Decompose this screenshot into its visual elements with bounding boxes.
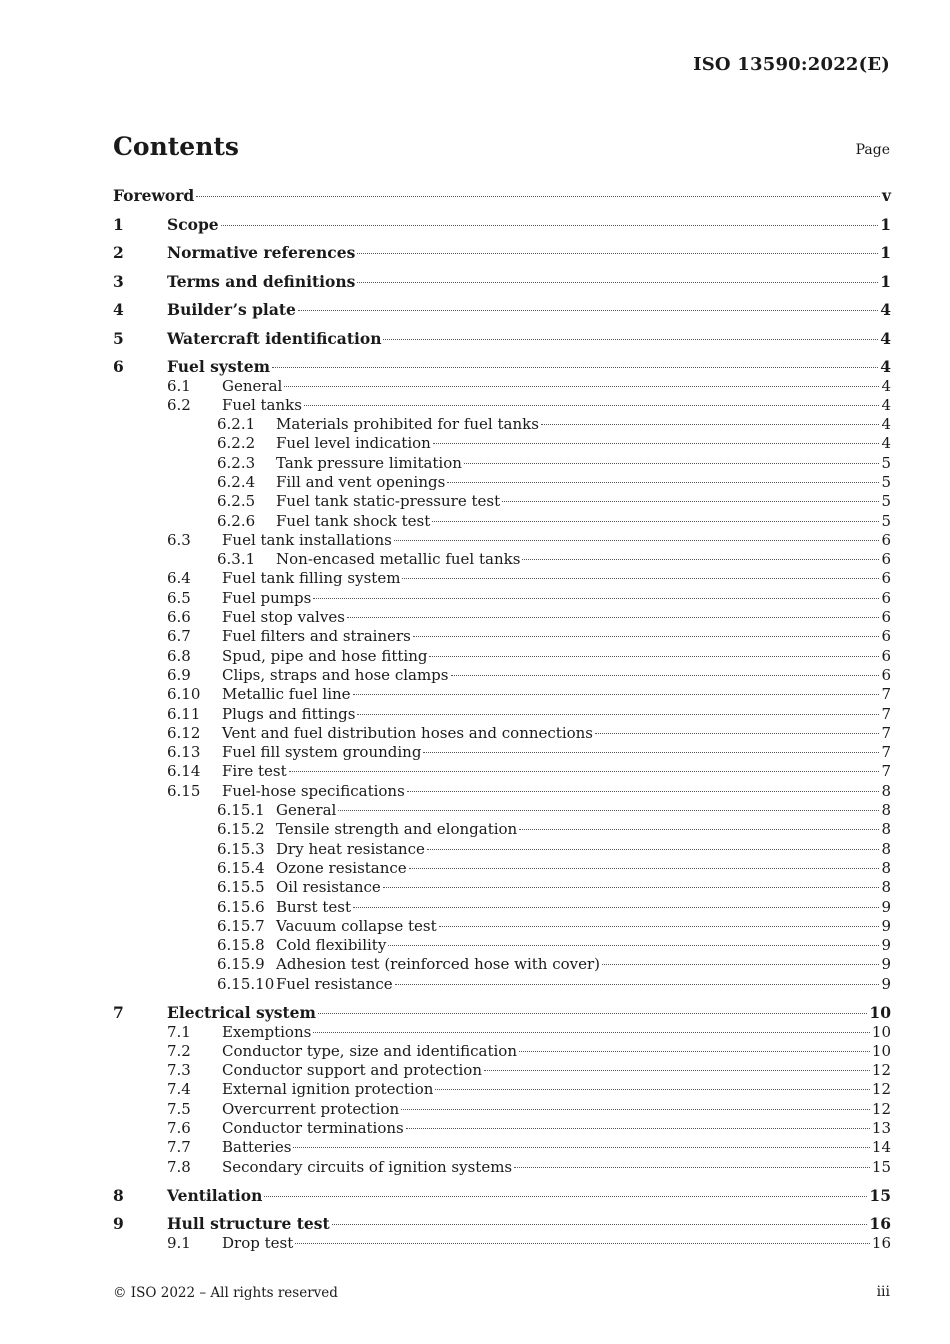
toc-entry-title[interactable]: Fuel tanks <box>222 395 302 414</box>
toc-entry-number: 7.5 <box>167 1099 191 1118</box>
toc-entry[interactable] <box>113 936 891 955</box>
toc-entry-page: 5 <box>881 492 891 511</box>
toc-entry-page: v <box>881 186 891 205</box>
toc-entry-page: 16 <box>869 1214 891 1234</box>
toc-entry-title[interactable]: Fuel-hose specifications <box>222 781 405 800</box>
toc-entry[interactable] <box>113 243 891 263</box>
dot-leader <box>284 386 879 387</box>
toc-entry-number: 6.4 <box>167 569 191 588</box>
toc-entry[interactable] <box>113 1214 891 1234</box>
dot-leader <box>447 482 879 483</box>
toc-entry-title[interactable]: Fuel filters and strainers <box>222 627 411 646</box>
toc-entry-page: 8 <box>881 839 891 858</box>
toc-entry[interactable] <box>113 705 891 724</box>
toc-entry-page: 9 <box>881 936 891 955</box>
toc-entry[interactable] <box>113 685 891 704</box>
toc-entry[interactable] <box>113 647 891 666</box>
toc-entry-title[interactable]: Fuel system <box>167 357 271 376</box>
toc-entry[interactable] <box>113 1061 891 1080</box>
toc-entry-page: 16 <box>871 1233 891 1252</box>
toc-entry-title[interactable]: Watercraft identification <box>167 328 382 348</box>
toc-entry-title[interactable]: Oil resistance <box>276 878 381 897</box>
toc-entry-title[interactable]: Metallic fuel line <box>222 685 351 704</box>
toc-entry-title[interactable]: Dry heat resistance <box>276 839 425 858</box>
toc-entry-number: 6.2.6 <box>217 511 256 530</box>
toc-entry-number: 5 <box>113 328 124 348</box>
toc-entry-title[interactable]: Fuel stop valves <box>222 608 345 627</box>
toc-entry[interactable] <box>113 820 891 839</box>
dot-leader <box>514 1167 870 1168</box>
toc-entry[interactable] <box>113 917 891 936</box>
toc-entry-title[interactable]: Vent and fuel distribution hoses and connections <box>222 723 594 742</box>
dot-leader <box>519 1051 870 1052</box>
toc-entry[interactable] <box>113 724 891 743</box>
toc-entry-number: 1 <box>113 214 124 234</box>
toc-entry-title[interactable]: Exemptions <box>222 1022 312 1041</box>
dot-leader <box>413 636 880 637</box>
toc-entry-title[interactable]: Cold flexibility <box>276 936 387 955</box>
toc-entry-title[interactable]: Fuel level indication <box>276 434 431 453</box>
toc-entry-page: 1 <box>880 243 891 262</box>
dot-leader <box>433 443 880 444</box>
toc-entry-number: 7.8 <box>167 1157 191 1176</box>
toc-entry-title[interactable]: Non-encased metallic fuel tanks <box>276 550 521 569</box>
toc-entry[interactable] <box>113 492 891 511</box>
toc-entry[interactable] <box>113 300 891 320</box>
toc-entry-page: 6 <box>881 530 891 549</box>
table-of-contents <box>113 186 891 1253</box>
toc-entry-page: 15 <box>871 1157 891 1176</box>
dot-leader <box>347 617 880 618</box>
toc-entry-page: 8 <box>881 801 891 820</box>
dot-leader <box>318 1013 868 1014</box>
dot-leader <box>407 791 880 792</box>
toc-entry-title[interactable]: Conductor type, size and identification <box>222 1041 517 1060</box>
toc-entry-title[interactable]: Hull structure test <box>167 1214 330 1234</box>
toc-entry[interactable] <box>113 898 891 917</box>
toc-entry-title[interactable]: Fire test <box>222 762 287 781</box>
toc-entry-title[interactable]: Spud, pipe and hose fitting <box>222 646 428 665</box>
toc-entry[interactable] <box>113 1042 891 1061</box>
toc-entry[interactable] <box>113 357 891 377</box>
dot-leader <box>338 810 879 811</box>
toc-entry-title[interactable]: Materials prohibited for fuel tanks <box>276 415 539 434</box>
toc-entry[interactable] <box>113 801 891 820</box>
toc-entry-number: 6.15.8 <box>217 936 265 955</box>
dot-leader <box>451 675 880 676</box>
toc-entry[interactable] <box>113 840 891 859</box>
toc-entry-title[interactable]: Burst test <box>276 897 351 916</box>
toc-entry-number: 6.7 <box>167 627 191 646</box>
toc-entry-page: 9 <box>881 974 891 993</box>
toc-entry[interactable] <box>113 1023 891 1042</box>
toc-entry-number: 7.4 <box>167 1080 191 1099</box>
toc-entry-title[interactable]: Overcurrent protection <box>222 1099 400 1118</box>
toc-entry-page: 6 <box>881 608 891 627</box>
toc-entry-title[interactable]: Adhesion test (reinforced hose with cover) <box>276 955 601 974</box>
toc-entry-page: 4 <box>881 415 891 434</box>
toc-entry[interactable] <box>113 1119 891 1138</box>
toc-entry-page: 4 <box>881 376 891 395</box>
dot-leader <box>401 1109 870 1110</box>
toc-entry-title[interactable]: Fuel tank static-pressure test <box>276 492 501 511</box>
toc-entry[interactable] <box>113 955 891 974</box>
toc-entry-page: 4 <box>881 434 891 453</box>
toc-entry-number: 6.11 <box>167 704 201 723</box>
dot-leader <box>394 540 880 541</box>
toc-entry-page: 8 <box>881 781 891 800</box>
toc-entry-title[interactable]: Batteries <box>222 1138 292 1157</box>
toc-entry-title[interactable]: Tensile strength and elongation <box>276 820 518 839</box>
toc-entry[interactable] <box>113 878 891 897</box>
dot-leader <box>429 656 879 657</box>
toc-entry-title[interactable]: Fuel pumps <box>222 588 312 607</box>
toc-entry-page: 10 <box>869 1003 891 1022</box>
toc-entry-title[interactable]: Fuel resistance <box>276 974 393 993</box>
dot-leader <box>295 1243 870 1244</box>
toc-entry-number: 6.15.6 <box>217 897 265 916</box>
dot-leader <box>357 253 878 254</box>
toc-entry[interactable] <box>113 1186 891 1206</box>
toc-entry-page: 6 <box>881 665 891 684</box>
toc-entry-title[interactable]: Foreword <box>113 186 195 205</box>
dot-leader <box>595 733 879 734</box>
toc-entry-title[interactable]: Drop test <box>222 1233 294 1252</box>
toc-entry-title[interactable]: Scope <box>167 214 219 234</box>
toc-entry-number: 7.1 <box>167 1022 191 1041</box>
toc-entry[interactable] <box>113 762 891 781</box>
toc-entry-number: 3 <box>113 271 124 291</box>
dot-leader <box>602 964 879 965</box>
toc-entry-title[interactable]: Terms and definitions <box>167 271 356 291</box>
toc-entry[interactable] <box>113 473 891 492</box>
dot-leader <box>298 310 878 311</box>
toc-entry-number: 6.2.2 <box>217 434 256 453</box>
toc-entry-page: 9 <box>881 955 891 974</box>
toc-entry-number: 6 <box>113 357 124 376</box>
dot-leader <box>221 225 879 226</box>
dot-leader <box>264 1196 867 1197</box>
toc-entry-title[interactable]: Fuel tank shock test <box>276 511 431 530</box>
toc-entry-number: 6.15.7 <box>217 916 265 935</box>
toc-entry[interactable] <box>113 1100 891 1119</box>
toc-entry[interactable] <box>113 743 891 762</box>
toc-entry-number: 6.1 <box>167 376 191 395</box>
toc-entry[interactable] <box>113 434 891 453</box>
toc-entry-title[interactable]: Secondary circuits of ignition systems <box>222 1157 513 1176</box>
toc-entry[interactable] <box>113 608 891 627</box>
toc-entry[interactable] <box>113 782 891 801</box>
toc-entry-title[interactable]: Plugs and fittings <box>222 704 356 723</box>
toc-entry-title[interactable]: Fuel fill system grounding <box>222 743 422 762</box>
toc-entry-page: 4 <box>881 395 891 414</box>
dot-leader <box>406 1128 870 1129</box>
toc-entry-title[interactable]: General <box>276 801 337 820</box>
toc-entry-page: 9 <box>881 916 891 935</box>
dot-leader <box>484 1070 870 1071</box>
toc-entry[interactable] <box>113 1003 891 1023</box>
toc-entry-page: 13 <box>871 1118 891 1137</box>
toc-entry-number: 6.15.4 <box>217 858 265 877</box>
toc-entry[interactable] <box>113 666 891 685</box>
dot-leader <box>272 367 878 368</box>
page-number: iii <box>876 1284 890 1300</box>
toc-entry[interactable] <box>113 1158 891 1177</box>
toc-entry[interactable] <box>113 550 891 569</box>
toc-entry-page: 6 <box>881 646 891 665</box>
toc-entry-page: 6 <box>881 569 891 588</box>
dot-leader <box>293 1147 869 1148</box>
toc-entry-number: 9.1 <box>167 1233 191 1252</box>
toc-entry-title[interactable]: Fuel tank installations <box>222 530 392 549</box>
dot-leader <box>289 771 880 772</box>
dot-leader <box>313 598 879 599</box>
dot-leader <box>409 868 880 869</box>
toc-entry-number: 6.2.5 <box>217 492 256 511</box>
dot-leader <box>357 714 879 715</box>
toc-entry-title[interactable]: Tank pressure limitation <box>276 453 462 472</box>
dot-leader <box>502 501 879 502</box>
toc-entry-number: 9 <box>113 1214 124 1234</box>
toc-entry-title[interactable]: Electrical system <box>167 1003 316 1022</box>
toc-entry[interactable] <box>113 186 891 206</box>
toc-entry-page: 7 <box>881 704 891 723</box>
toc-entry-number: 6.12 <box>167 723 201 742</box>
toc-entry-number: 6.9 <box>167 665 191 684</box>
dot-leader <box>395 984 880 985</box>
toc-entry[interactable] <box>113 512 891 531</box>
toc-entry-title[interactable]: Clips, straps and hose clamps <box>222 665 449 684</box>
toc-entry-number: 6.8 <box>167 646 191 665</box>
toc-entry[interactable] <box>113 569 891 588</box>
toc-entry-number: 6.6 <box>167 608 191 627</box>
toc-entry-page: 6 <box>881 627 891 646</box>
toc-entry-number: 6.15.9 <box>217 955 265 974</box>
toc-entry-title[interactable]: Ozone resistance <box>276 858 407 877</box>
toc-entry-title[interactable]: Conductor support and protection <box>222 1061 482 1080</box>
toc-entry-number: 6.5 <box>167 588 191 607</box>
toc-entry-page: 8 <box>881 820 891 839</box>
toc-entry-title[interactable]: Builder’s plate <box>167 300 296 319</box>
toc-entry-number: 8 <box>113 1185 124 1205</box>
toc-entry-title[interactable]: Vacuum collapse test <box>276 916 437 935</box>
toc-entry-page: 5 <box>881 472 891 491</box>
toc-entry-page: 14 <box>871 1138 891 1157</box>
toc-entry[interactable] <box>113 396 891 415</box>
toc-entry-number: 7.6 <box>167 1118 191 1137</box>
toc-entry-page: 9 <box>881 897 891 916</box>
toc-entry-number: 6.14 <box>167 762 201 781</box>
toc-entry[interactable] <box>113 627 891 646</box>
toc-entry-page: 5 <box>881 453 891 472</box>
toc-entry[interactable] <box>113 377 891 396</box>
toc-entry-page: 7 <box>881 743 891 762</box>
toc-entry-number: 6.3.1 <box>217 550 256 569</box>
toc-entry-page: 7 <box>881 762 891 781</box>
toc-entry-number: 7 <box>113 1003 124 1022</box>
toc-entry-title[interactable]: Ventilation <box>167 1185 263 1205</box>
toc-entry-number: 7.7 <box>167 1138 191 1157</box>
dot-leader <box>357 282 878 283</box>
toc-entry[interactable] <box>113 454 891 473</box>
dot-leader <box>353 907 879 908</box>
toc-entry-number: 6.15.2 <box>217 820 265 839</box>
toc-entry-page: 5 <box>881 511 891 530</box>
toc-entry-number: 7.2 <box>167 1041 191 1060</box>
dot-leader <box>435 1089 869 1090</box>
dot-leader <box>402 578 879 579</box>
toc-entry-page: 1 <box>880 271 891 291</box>
toc-entry-number: 6.15.10 <box>217 974 275 993</box>
toc-entry-number: 6.13 <box>167 743 201 762</box>
toc-entry[interactable] <box>113 415 891 434</box>
toc-entry-number: 6.2.1 <box>217 415 256 434</box>
document-id: ISO 13590:2022(E) <box>693 54 890 75</box>
dot-leader <box>519 829 879 830</box>
toc-entry-title[interactable]: External ignition protection <box>222 1080 434 1099</box>
contents-heading: Contents <box>113 132 240 161</box>
toc-entry-number: 6.2.3 <box>217 453 256 472</box>
toc-entry-title[interactable]: Normative references <box>167 243 356 262</box>
toc-entry-page: 12 <box>871 1080 891 1099</box>
dot-leader <box>541 424 880 425</box>
dot-leader <box>464 463 880 464</box>
toc-entry[interactable] <box>113 589 891 608</box>
toc-entry-page: 12 <box>871 1061 891 1080</box>
toc-entry-page: 8 <box>881 878 891 897</box>
toc-entry[interactable] <box>113 272 891 292</box>
toc-entry-page: 6 <box>881 550 891 569</box>
dot-leader <box>332 1224 868 1225</box>
toc-entry-number: 6.3 <box>167 530 191 549</box>
toc-entry-number: 6.2.4 <box>217 472 256 491</box>
toc-entry-page: 6 <box>881 588 891 607</box>
toc-entry[interactable] <box>113 975 891 994</box>
dot-leader <box>383 339 878 340</box>
toc-entry-page: 7 <box>881 723 891 742</box>
toc-entry-number: 6.15.3 <box>217 839 265 858</box>
toc-entry-number: 7.3 <box>167 1061 191 1080</box>
toc-entry-title[interactable]: Fuel tank filling system <box>222 569 401 588</box>
toc-entry-number: 6.15.1 <box>217 801 265 820</box>
toc-entry-page: 10 <box>871 1041 891 1060</box>
page-column-label: Page <box>855 142 890 158</box>
toc-entry[interactable] <box>113 1234 891 1253</box>
dot-leader <box>432 521 879 522</box>
toc-entry-page: 4 <box>880 300 891 319</box>
toc-entry-number: 6.15 <box>167 781 201 800</box>
toc-entry-number: 6.15.5 <box>217 878 265 897</box>
toc-entry-number: 4 <box>113 300 124 319</box>
toc-entry-page: 10 <box>871 1022 891 1041</box>
dot-leader <box>427 849 880 850</box>
toc-entry-page: 4 <box>880 328 891 348</box>
dot-leader <box>439 926 880 927</box>
toc-entry-page: 15 <box>869 1185 891 1205</box>
toc-entry[interactable] <box>113 859 891 878</box>
toc-entry[interactable] <box>113 1080 891 1099</box>
toc-entry[interactable] <box>113 1138 891 1157</box>
dot-leader <box>383 887 880 888</box>
toc-entry-page: 8 <box>881 858 891 877</box>
toc-entry-number: 6.2 <box>167 395 191 414</box>
toc-entry[interactable] <box>113 531 891 550</box>
dot-leader <box>304 405 880 406</box>
toc-entry-page: 7 <box>881 685 891 704</box>
toc-entry-page: 4 <box>880 357 891 376</box>
toc-entry-page: 1 <box>880 214 891 234</box>
dot-leader <box>388 945 879 946</box>
toc-entry-number: 6.10 <box>167 685 201 704</box>
dot-leader <box>353 694 880 695</box>
dot-leader <box>522 559 879 560</box>
toc-entry-page: 12 <box>871 1099 891 1118</box>
toc-entry-title[interactable]: Fill and vent openings <box>276 472 446 491</box>
toc-entry[interactable] <box>113 329 891 349</box>
toc-entry[interactable] <box>113 215 891 235</box>
dot-leader <box>313 1032 870 1033</box>
toc-entry-number: 2 <box>113 243 124 262</box>
toc-entry-title[interactable]: General <box>222 376 283 395</box>
dot-leader <box>423 752 879 753</box>
copyright-notice: © ISO 2022 – All rights reserved <box>113 1285 338 1301</box>
dot-leader <box>196 196 880 197</box>
toc-entry-title[interactable]: Conductor terminations <box>222 1118 404 1137</box>
